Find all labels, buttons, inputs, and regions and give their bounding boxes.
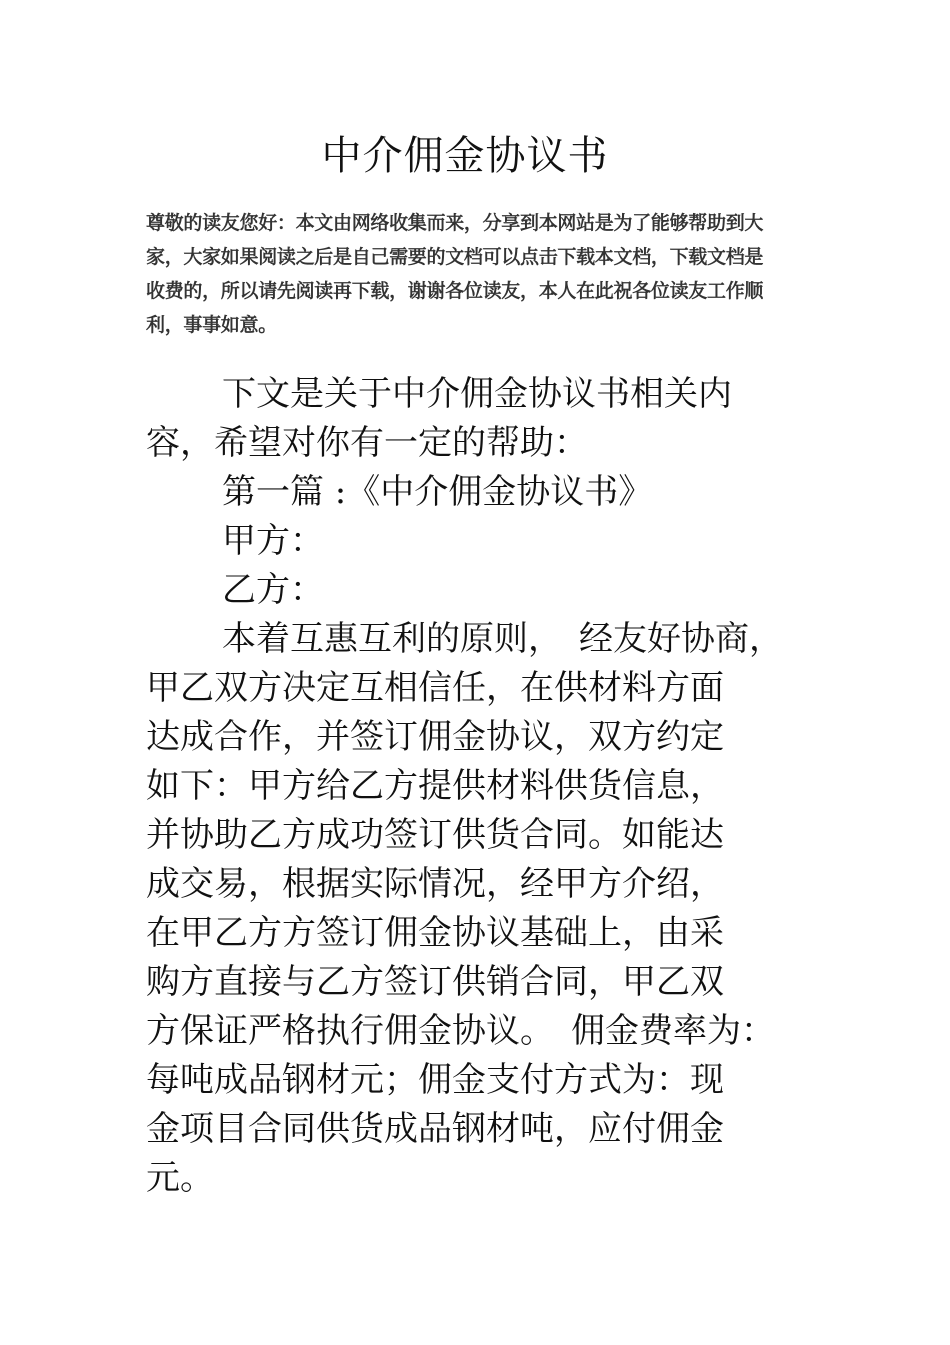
reader-notice xyxy=(146,206,801,342)
notice-line: 家，大家如果阅读之后是自己需要的文档可以点击下载本文档，下载文档是 xyxy=(146,246,764,268)
body-line: 容，希望对你有一定的帮助： xyxy=(146,423,588,463)
body-line: 方保证严格执行佣金协议。 佣金费率为： xyxy=(146,1011,775,1051)
notice-line: 尊敬的读友您好：本文由网络收集而来，分享到本网站是为了能够帮助到大 xyxy=(146,212,764,234)
body-line: 并协助乙方成功签订供货合同。如能达 xyxy=(146,815,724,855)
body-line: 每吨成品钢材元；佣金支付方式为：现 xyxy=(146,1060,724,1100)
party-a-label: 甲方： xyxy=(222,521,324,561)
body-line: 在甲乙方方签订佣金协议基础上，由采 xyxy=(146,913,724,953)
body-line: 如下：甲方给乙方提供材料供货信息， xyxy=(146,766,724,806)
body-line: 元。 xyxy=(146,1158,214,1198)
body-line: 金项目合同供货成品钢材吨，应付佣金 xyxy=(146,1109,724,1149)
body-line: 本着互惠互利的原则， 经友好协商， xyxy=(222,619,783,659)
agreement-body xyxy=(146,370,806,1203)
body-line: 下文是关于中介佣金协议书相关内 xyxy=(222,374,732,414)
section-heading: 第一篇 :《中介佣金协议书》 xyxy=(222,472,653,512)
document-title: 中介佣金协议书 xyxy=(321,133,609,179)
notice-line: 利，事事如意。 xyxy=(146,314,277,336)
body-line: 购方直接与乙方签订供销合同，甲乙双 xyxy=(146,962,724,1002)
party-b-label: 乙方： xyxy=(222,570,324,610)
body-line: 达成合作，并签订佣金协议，双方约定 xyxy=(146,717,724,757)
body-line: 甲乙双方决定互相信任，在供材料方面 xyxy=(146,668,724,708)
body-line: 成交易，根据实际情况，经甲方介绍， xyxy=(146,864,724,904)
notice-line: 收费的，所以请先阅读再下载，谢谢各位读友，本人在此祝各位读友工作顺 xyxy=(146,280,764,302)
